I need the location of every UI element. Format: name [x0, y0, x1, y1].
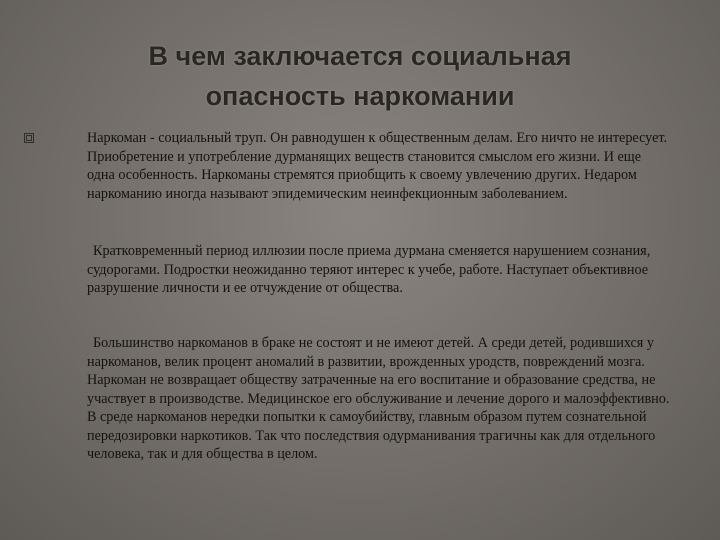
- paragraph-3: Большинство наркоманов в браке не состоят и не имеют детей. А среди детей, родившихся у наркоманов, велик процент аномалий в развитии, врожденных уродств, повреждений мозга. Наркоман не возвращает обществу затраченные на его воспитание и образование средства, не участвует в производстве. Медицинское его обслуживание и лечение дорого и малоэффективно. В среде наркоманов нередки попытки к самоубийству, главным образом путем сознательной передозировки наркотиков. Так что последствия одурманивания трагичны как для отдельного человека, так и для общества в целом.: [87, 335, 670, 462]
- paragraph-2: Кратковременный период иллюзии после приема дурмана сменяется нарушением сознания, судорогами. Подростки неожиданно теряют интерес к учебе, работе. Наступает объективное разрушение личности и ее отчуждение от общества.: [87, 243, 651, 296]
- slide-title-line-1: В чем заключается социальная: [148, 41, 572, 71]
- paragraph-1: Наркоман - социальный труп. Он равнодушен к общественным делам. Его ничто не интересует. Приобретение и употребление дурманящих веществ становится смыслом его жизни. И еще одна особенность. Наркоманы стремятся приобщить к своему увлечению других. Недаром наркоманию иногда называют эпидемическим неинфекционным заболеванием.: [87, 130, 668, 202]
- square-bullet-icon: [24, 133, 34, 143]
- slide-title-line-2: опасность наркомании: [205, 81, 515, 111]
- slide-title: [60, 36, 660, 116]
